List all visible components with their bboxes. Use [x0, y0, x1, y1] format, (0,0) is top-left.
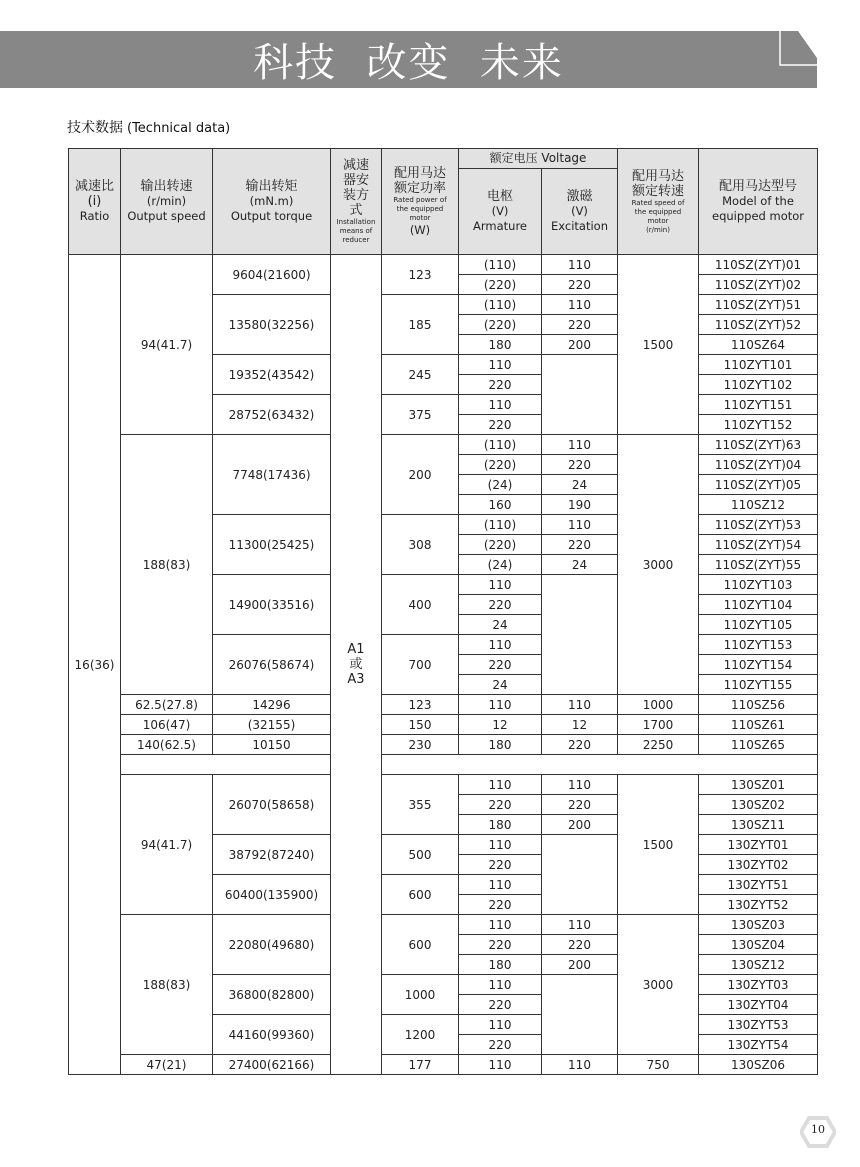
installation-or: 或	[349, 657, 363, 672]
excitation-voltage-cell: 220	[542, 535, 618, 555]
rated-speed-cell: 1700	[618, 715, 699, 735]
rated-power-cell: 355	[382, 775, 459, 835]
motor-model-cell: 130ZYT02	[699, 855, 818, 875]
armature-voltage-cell: 220	[459, 935, 542, 955]
motor-model-cell: 110ZYT105	[699, 615, 818, 635]
empty-cell	[382, 755, 818, 775]
banner-slogan	[0, 31, 817, 88]
excitation-voltage-cell	[542, 835, 618, 915]
excitation-voltage-cell	[542, 975, 618, 1055]
output-speed-cell: 94(41.7)	[121, 775, 213, 915]
table-body	[69, 255, 818, 1075]
motor-model-cell: 130SZ06	[699, 1055, 818, 1075]
excitation-voltage-cell: 220	[542, 455, 618, 475]
armature-voltage-cell: 160	[459, 495, 542, 515]
motor-model-cell: 110SZ12	[699, 495, 818, 515]
armature-voltage-cell: 180	[459, 815, 542, 835]
table-row	[69, 715, 818, 735]
motor-model-cell: 110ZYT101	[699, 355, 818, 375]
excitation-voltage-cell: 190	[542, 495, 618, 515]
motor-model-cell: 130ZYT54	[699, 1035, 818, 1055]
empty-cell	[121, 755, 331, 775]
technical-data-table	[68, 148, 818, 1075]
rated-speed-cell: 1500	[618, 775, 699, 915]
armature-voltage-cell: 110	[459, 875, 542, 895]
installation-a1: A1	[347, 642, 365, 657]
rated-power-cell: 700	[382, 635, 459, 695]
page-number-text: 10	[811, 1123, 825, 1136]
banner-title: 科技 改变 未来	[253, 40, 564, 86]
rated-power-cell: 150	[382, 715, 459, 735]
motor-model-cell: 130ZYT51	[699, 875, 818, 895]
output-torque-cell: 38792(87240)	[213, 835, 331, 875]
header-installation: 减速器安装方式 Installation means of reducer	[331, 149, 382, 255]
motor-model-cell: 110SZ(ZYT)52	[699, 315, 818, 335]
motor-model-cell: 110ZYT153	[699, 635, 818, 655]
excitation-voltage-cell: 110	[542, 255, 618, 275]
armature-voltage-cell: 110	[459, 635, 542, 655]
armature-voltage-cell: 220	[459, 1035, 542, 1055]
excitation-voltage-cell: 220	[542, 275, 618, 295]
header-output-speed: 输出转速 (r/min) Output speed	[121, 149, 213, 255]
armature-voltage-cell: 180	[459, 335, 542, 355]
armature-voltage-cell: 220	[459, 415, 542, 435]
excitation-voltage-cell: 110	[542, 695, 618, 715]
armature-voltage-cell: 220	[459, 595, 542, 615]
rated-power-cell: 245	[382, 355, 459, 395]
section-title-cn: 技术数据	[67, 120, 123, 136]
excitation-voltage-cell: 110	[542, 915, 618, 935]
excitation-voltage-cell: 110	[542, 515, 618, 535]
armature-voltage-cell: 220	[459, 895, 542, 915]
motor-model-cell: 110SZ(ZYT)01	[699, 255, 818, 275]
motor-model-cell: 110SZ65	[699, 735, 818, 755]
armature-voltage-cell: (110)	[459, 255, 542, 275]
armature-voltage-cell: 220	[459, 795, 542, 815]
excitation-voltage-cell: 220	[542, 795, 618, 815]
rated-power-cell: 375	[382, 395, 459, 435]
motor-model-cell: 130ZYT01	[699, 835, 818, 855]
rated-power-cell: 123	[382, 255, 459, 295]
armature-voltage-cell: 180	[459, 955, 542, 975]
motor-model-cell: 130SZ01	[699, 775, 818, 795]
excitation-voltage-cell: 200	[542, 815, 618, 835]
table-row	[69, 1055, 818, 1075]
armature-voltage-cell: 110	[459, 1015, 542, 1035]
motor-model-cell: 110SZ(ZYT)04	[699, 455, 818, 475]
motor-model-cell: 110ZYT152	[699, 415, 818, 435]
output-torque-cell: 19352(43542)	[213, 355, 331, 395]
output-torque-cell: 60400(135900)	[213, 875, 331, 915]
armature-voltage-cell: (220)	[459, 535, 542, 555]
armature-voltage-cell: 12	[459, 715, 542, 735]
armature-voltage-cell: 110	[459, 1055, 542, 1075]
rated-power-cell: 600	[382, 915, 459, 975]
armature-voltage-cell: 110	[459, 575, 542, 595]
output-speed-cell: 47(21)	[121, 1055, 213, 1075]
armature-voltage-cell: 24	[459, 615, 542, 635]
armature-voltage-cell: (220)	[459, 455, 542, 475]
armature-voltage-cell: 24	[459, 675, 542, 695]
armature-voltage-cell: (24)	[459, 555, 542, 575]
rated-speed-cell: 3000	[618, 915, 699, 1055]
excitation-voltage-cell	[542, 575, 618, 695]
rated-power-cell: 500	[382, 835, 459, 875]
table-row	[69, 735, 818, 755]
output-speed-cell: 140(62.5)	[121, 735, 213, 755]
armature-voltage-cell: 110	[459, 975, 542, 995]
output-torque-cell: 9604(21600)	[213, 255, 331, 295]
armature-voltage-cell: 110	[459, 395, 542, 415]
rated-speed-cell: 750	[618, 1055, 699, 1075]
output-torque-cell: 13580(32256)	[213, 295, 331, 355]
motor-model-cell: 110SZ(ZYT)54	[699, 535, 818, 555]
motor-model-cell: 130SZ03	[699, 915, 818, 935]
output-torque-cell: 14900(33516)	[213, 575, 331, 635]
armature-voltage-cell: 220	[459, 995, 542, 1015]
header-rated-power: 配用马达额定功率 Rated power of the equipped motor (W)	[382, 149, 459, 255]
rated-power-cell: 123	[382, 695, 459, 715]
excitation-voltage-cell: 110	[542, 435, 618, 455]
armature-voltage-cell: 110	[459, 775, 542, 795]
output-speed-cell: 106(47)	[121, 715, 213, 735]
motor-model-cell: 130SZ02	[699, 795, 818, 815]
output-torque-cell: 22080(49680)	[213, 915, 331, 975]
armature-voltage-cell: 110	[459, 835, 542, 855]
motor-model-cell: 110SZ56	[699, 695, 818, 715]
motor-model-cell: 110SZ64	[699, 335, 818, 355]
armature-voltage-cell: 220	[459, 855, 542, 875]
section-title	[67, 117, 230, 137]
motor-model-cell: 130ZYT53	[699, 1015, 818, 1035]
excitation-voltage-cell: 24	[542, 475, 618, 495]
rated-power-cell: 400	[382, 575, 459, 635]
motor-model-cell: 110ZYT155	[699, 675, 818, 695]
excitation-voltage-cell: 220	[542, 735, 618, 755]
header-ratio: 减速比(i) Ratio	[69, 149, 121, 255]
motor-model-cell: 110SZ(ZYT)53	[699, 515, 818, 535]
output-torque-cell: 14296	[213, 695, 331, 715]
armature-voltage-cell: 220	[459, 655, 542, 675]
output-torque-cell: (32155)	[213, 715, 331, 735]
rated-power-cell: 600	[382, 875, 459, 915]
motor-model-cell: 130SZ12	[699, 955, 818, 975]
motor-model-cell: 110SZ(ZYT)55	[699, 555, 818, 575]
output-torque-cell: 26070(58658)	[213, 775, 331, 835]
excitation-voltage-cell: 220	[542, 315, 618, 335]
table-row	[69, 775, 818, 795]
motor-model-cell: 130ZYT04	[699, 995, 818, 1015]
armature-voltage-cell: (220)	[459, 315, 542, 335]
table-row	[69, 915, 818, 935]
armature-voltage-cell: (110)	[459, 515, 542, 535]
header-output-torque: 输出转矩 (mN.m) Output torque	[213, 149, 331, 255]
excitation-voltage-cell: 110	[542, 775, 618, 795]
armature-voltage-cell: (110)	[459, 295, 542, 315]
motor-model-cell: 110SZ(ZYT)05	[699, 475, 818, 495]
motor-model-cell: 110ZYT151	[699, 395, 818, 415]
rated-power-cell: 1000	[382, 975, 459, 1015]
motor-model-cell: 110SZ(ZYT)51	[699, 295, 818, 315]
rated-power-cell: 177	[382, 1055, 459, 1075]
excitation-voltage-cell	[542, 355, 618, 435]
motor-model-cell: 110ZYT104	[699, 595, 818, 615]
armature-voltage-cell: 110	[459, 355, 542, 375]
header-excitation: 激磁 (V) Excitation	[542, 169, 618, 255]
header-motor-model: 配用马达型号 Model of the equipped motor	[699, 149, 818, 255]
output-speed-cell: 94(41.7)	[121, 255, 213, 435]
motor-model-cell: 110SZ61	[699, 715, 818, 735]
excitation-voltage-cell: 200	[542, 955, 618, 975]
armature-voltage-cell: 180	[459, 735, 542, 755]
rated-speed-cell: 1000	[618, 695, 699, 715]
output-speed-cell: 62.5(27.8)	[121, 695, 213, 715]
motor-model-cell: 110ZYT154	[699, 655, 818, 675]
armature-voltage-cell: 220	[459, 375, 542, 395]
motor-model-cell: 110SZ(ZYT)63	[699, 435, 818, 455]
output-torque-cell: 26076(58674)	[213, 635, 331, 695]
motor-model-cell: 130ZYT03	[699, 975, 818, 995]
armature-voltage-cell: (24)	[459, 475, 542, 495]
output-torque-cell: 7748(17436)	[213, 435, 331, 515]
excitation-voltage-cell: 220	[542, 935, 618, 955]
motor-model-cell: 130SZ11	[699, 815, 818, 835]
motor-model-cell: 130SZ04	[699, 935, 818, 955]
excitation-voltage-cell: 24	[542, 555, 618, 575]
rated-speed-cell: 1500	[618, 255, 699, 435]
header-voltage: 额定电压 Voltage	[459, 149, 618, 169]
armature-voltage-cell: 110	[459, 695, 542, 715]
output-torque-cell: 10150	[213, 735, 331, 755]
section-title-en: (Technical data)	[127, 121, 231, 136]
excitation-voltage-cell: 110	[542, 1055, 618, 1075]
motor-model-cell: 110ZYT102	[699, 375, 818, 395]
header-rated-speed: 配用马达额定转速 Rated speed of the equipped motor (r/min)	[618, 149, 699, 255]
table-row	[69, 435, 818, 455]
armature-voltage-cell: 110	[459, 915, 542, 935]
output-torque-cell: 11300(25425)	[213, 515, 331, 575]
page-number	[800, 1116, 836, 1148]
rated-speed-cell: 3000	[618, 435, 699, 695]
armature-voltage-cell: (110)	[459, 435, 542, 455]
motor-model-cell: 110SZ(ZYT)02	[699, 275, 818, 295]
table-row	[69, 695, 818, 715]
rated-power-cell: 308	[382, 515, 459, 575]
rated-power-cell: 200	[382, 435, 459, 515]
output-torque-cell: 44160(99360)	[213, 1015, 331, 1055]
rated-speed-cell: 2250	[618, 735, 699, 755]
rated-power-cell: 185	[382, 295, 459, 355]
ratio-cell: 16(36)	[69, 255, 121, 1075]
output-speed-cell: 188(83)	[121, 435, 213, 695]
rated-power-cell: 230	[382, 735, 459, 755]
table-row	[69, 255, 818, 275]
header-armature: 电枢 (V) Armature	[459, 169, 542, 255]
excitation-voltage-cell: 110	[542, 295, 618, 315]
output-torque-cell: 28752(63432)	[213, 395, 331, 435]
armature-voltage-cell: (220)	[459, 275, 542, 295]
table-row	[69, 755, 818, 775]
output-torque-cell: 36800(82800)	[213, 975, 331, 1015]
motor-model-cell: 130ZYT52	[699, 895, 818, 915]
excitation-voltage-cell: 12	[542, 715, 618, 735]
motor-model-cell: 110ZYT103	[699, 575, 818, 595]
output-speed-cell: 188(83)	[121, 915, 213, 1055]
rated-power-cell: 1200	[382, 1015, 459, 1055]
installation-a3: A3	[347, 672, 365, 687]
output-torque-cell: 27400(62166)	[213, 1055, 331, 1075]
installation-cell	[331, 255, 382, 1075]
excitation-voltage-cell: 200	[542, 335, 618, 355]
